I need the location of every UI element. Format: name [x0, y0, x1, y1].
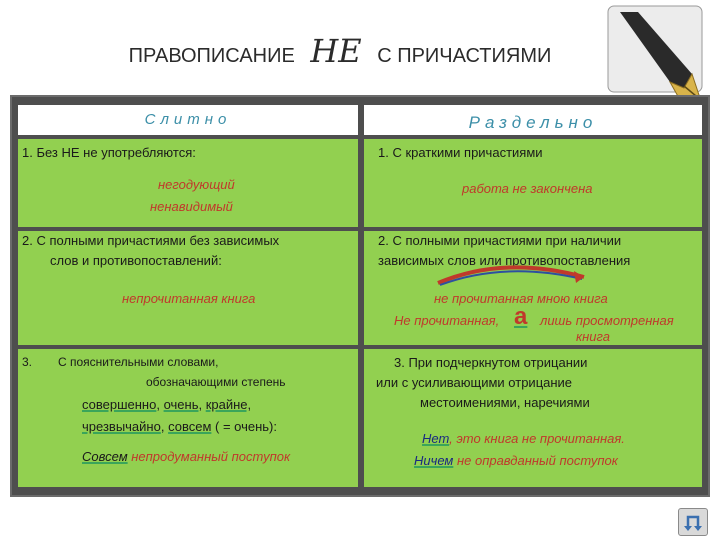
example-right-2c: лишь просмотренная — [540, 313, 674, 328]
word-ochen: очень — [163, 397, 199, 412]
degree-words-2: чрезвычайно, совсем ( = очень): — [82, 419, 278, 434]
example-right-3a — [422, 431, 625, 446]
title-ne: НЕ — [310, 32, 362, 70]
rule-left-2a: 2. С полными причастиями без зависимых — [22, 233, 280, 248]
example-right-2b: Не прочитанная, — [394, 313, 500, 328]
rule-left-2b: слов и противопоставлений: — [50, 253, 222, 268]
example-right-3b — [414, 453, 618, 468]
word-chrezvychaino: чрезвычайно — [82, 419, 161, 434]
rules-table — [10, 95, 710, 497]
cell-left-1 — [18, 139, 358, 227]
example-right-3b-rest: не оправданный поступок — [456, 453, 618, 468]
example-right-3a-word: Нет — [422, 431, 450, 446]
example-left-3-rest: непродуманный поступок — [131, 449, 291, 464]
word-kraine: крайне, — [205, 397, 252, 412]
example-right-2d: книга — [576, 329, 611, 344]
example-left-1b: ненавидимый — [150, 199, 233, 214]
rule-left-3b: обозначающими степень — [146, 375, 286, 389]
example-right-3b-word: Ничем — [414, 453, 454, 468]
header-slitno: Слитно — [18, 105, 358, 135]
return-button[interactable] — [678, 508, 708, 536]
rule-left-3a: С пояснительными словами, — [58, 355, 219, 369]
rule-left-3-num: 3. — [22, 355, 33, 369]
example-left-3 — [82, 449, 290, 464]
return-arrow-icon — [679, 509, 707, 535]
example-left-3-word: Совсем — [82, 449, 128, 464]
example-left-1a: негодующий — [158, 177, 235, 192]
rule-left-1: 1. Без НЕ не употребляются: — [22, 145, 196, 160]
example-right-3a-rest: , это книга не прочитанная. — [449, 431, 625, 446]
example-left-2: непрочитанная книга — [122, 291, 256, 306]
rule-right-3a: 3. При подчеркнутом отрицании — [394, 355, 588, 370]
letter-a-highlight: а — [514, 303, 528, 330]
page-title — [0, 32, 680, 70]
example-right-1: работа не закончена — [462, 181, 593, 196]
word-sovsem: совсем — [168, 419, 212, 434]
word-sovershenno: совершенно — [82, 397, 157, 412]
degree-words-1: совершенно, очень, крайне, — [82, 397, 252, 412]
title-part2: С ПРИЧАСТИЯМИ — [377, 45, 552, 67]
rule-right-2b: зависимых слов или противопоставления — [378, 253, 631, 268]
header-razdelno: Раздельно — [364, 105, 702, 135]
rule-right-1: 1. С краткими причастиями — [378, 145, 543, 160]
cell-right-2 — [364, 231, 702, 345]
title-part1: ПРАВОПИСАНИЕ — [128, 45, 295, 67]
rule-right-2a: 2. С полными причастиями при наличии — [378, 233, 622, 248]
cell-left-2 — [18, 231, 358, 345]
cell-right-1 — [364, 139, 702, 227]
note-ochen: ( = очень): — [215, 419, 278, 434]
cell-right-3 — [364, 349, 702, 487]
rule-right-3c: местоимениями, наречиями — [420, 395, 590, 410]
fountain-pen-icon — [600, 2, 710, 102]
example-right-2a: не прочитанная мною книга — [434, 291, 608, 306]
cell-left-3 — [18, 349, 358, 487]
curved-arrow-icon — [434, 261, 594, 287]
rule-right-3b: или с усиливающими отрицание — [376, 375, 573, 390]
